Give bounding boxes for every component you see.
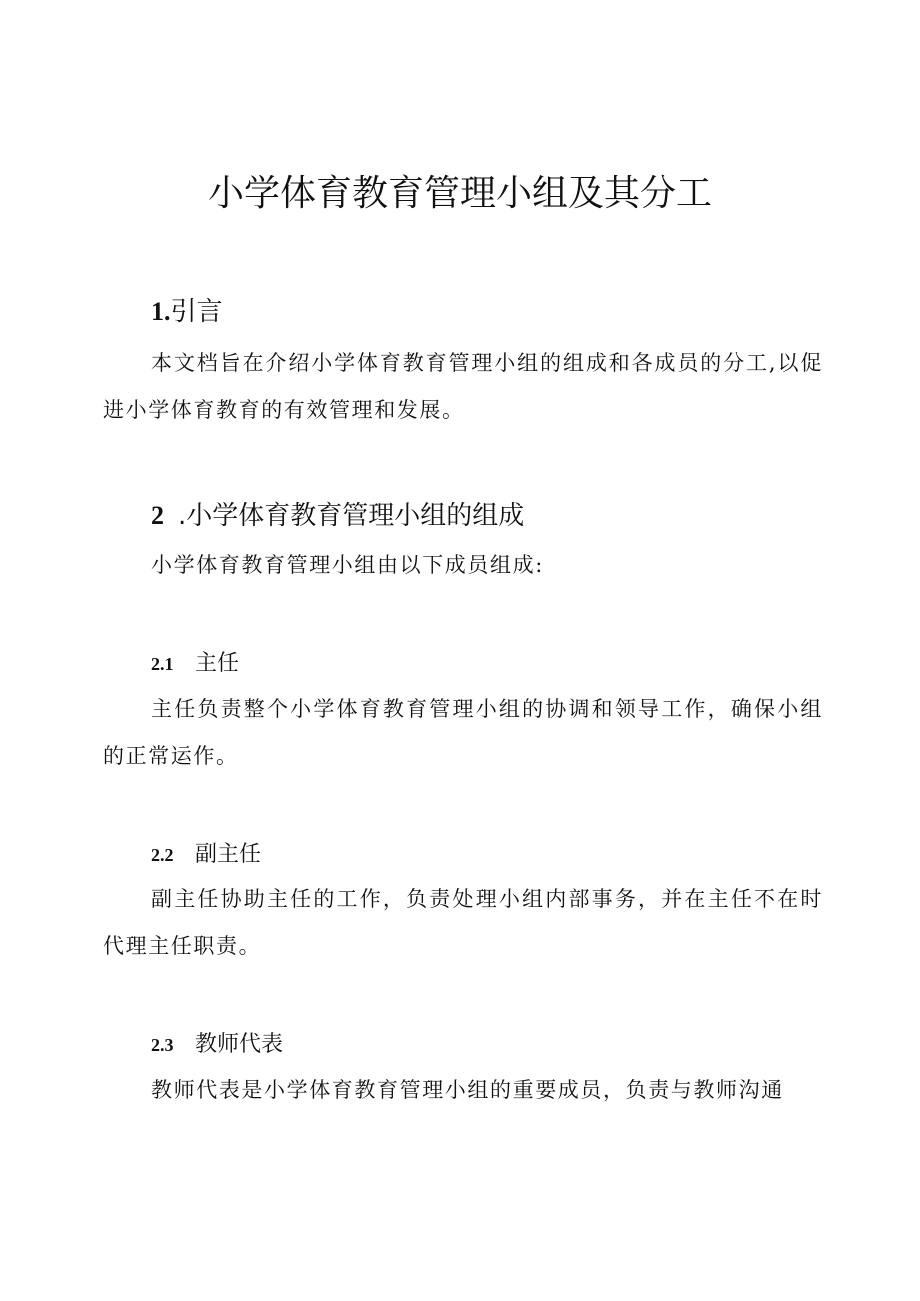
section-2-paragraph: 小学体育教育管理小组由以下成员组成:: [151, 553, 544, 577]
subsection-2-3-heading: [151, 1028, 283, 1062]
subsection-2-1-heading: [151, 647, 239, 681]
subsection-2-2-heading: [151, 838, 261, 872]
subsection-2-3-number: 2.3: [151, 1035, 174, 1055]
section-2-title: .小学体育教育管理小组的组成: [178, 501, 525, 531]
document-title: 小学体育教育管理小组及其分工: [207, 173, 712, 214]
subsection-2-1-paragraph: 主任负责整个小学体育教育管理小组的协调和领导工作，确保小组的正常运作。: [103, 697, 823, 768]
section-2-number: 2: [151, 501, 164, 530]
subsection-2-2-title: 副主任: [195, 842, 262, 867]
section-2-heading: [151, 496, 524, 536]
section-1-title: 引言: [170, 297, 223, 327]
section-1-number: 1.: [151, 297, 171, 326]
subsection-2-1-title: 主任: [195, 651, 240, 676]
subsection-2-3-title: 教师代表: [195, 1032, 284, 1057]
subsection-2-1-number: 2.1: [151, 654, 174, 674]
subsection-2-2-paragraph: 副主任协助主任的工作，负责处理小组内部事务，并在主任不在时代理主任职责。: [103, 887, 823, 958]
subsection-2-2-number: 2.2: [151, 845, 174, 865]
subsection-2-3-paragraph: 教师代表是小学体育教育管理小组的重要成员，负责与教师沟通: [151, 1078, 784, 1102]
section-1-heading: [151, 292, 223, 332]
section-1-paragraph: 本文档旨在介绍小学体育教育管理小组的组成和各成员的分工,以促进小学体育教育的有效管理和发展。: [103, 351, 823, 422]
